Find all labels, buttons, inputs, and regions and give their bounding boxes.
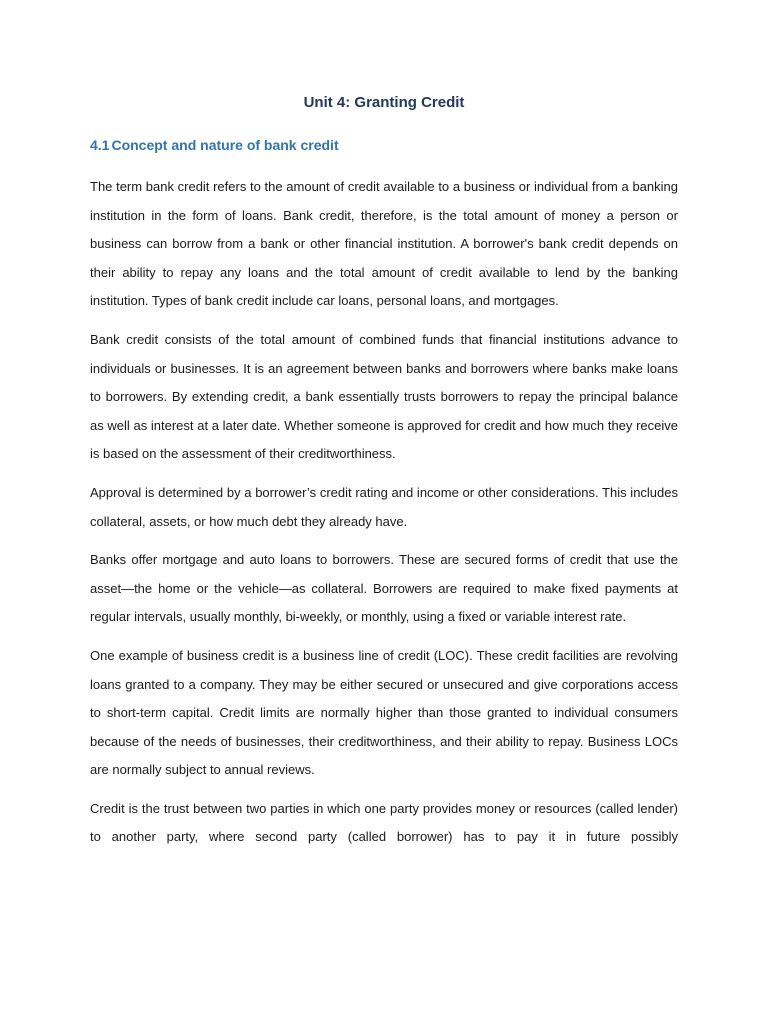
section-title: Concept and nature of bank credit [111, 137, 339, 153]
section-number: 4.1 [90, 137, 110, 153]
body-text [90, 173, 678, 862]
paragraph-4: Banks offer mortgage and auto loans to borrowers. These are secured forms of credit that use the asset—the home or the vehicle—as collateral. Borrowers are required to make fixed payments at regular intervals, usually monthly, bi-weekly, or monthly, using a fixed or variable interest rate. [90, 552, 678, 625]
paragraph-1: The term bank credit refers to the amount of credit available to a business or individual from a banking institution in the form of loans. Bank credit, therefore, is the total amount of money a person or business can borrow from a bank or other financial institution. A borrower's bank credit depends on their ability to repay any loans and the total amount of credit available to lend by the banking institution. Types of bank credit include car loans, personal loans, and mortgages. [90, 179, 678, 309]
paragraph-2: Bank credit consists of the total amount of combined funds that financial institutions advance to individuals or businesses. It is an agreement between banks and borrowers where banks make loans to borrowers. By extending credit, a bank essentially trusts borrowers to repay the principal balance as well as interest at a later date. Whether someone is approved for credit and how much they receive is based on the assessment of their creditworthiness. [90, 331, 678, 462]
paragraph-3: Approval is determined by a borrower’s credit rating and income or other considerations. This includes collateral, assets, or how much debt they already have. [90, 484, 678, 529]
unit-title: Unit 4: Granting Credit [303, 94, 465, 111]
paragraph-5: One example of business credit is a business line of credit (LOC). These credit facilities are revolving loans granted to a company. They may be either secured or unsecured and give corporations access to short-term capital. Credit limits are normally higher than those granted to individual consumers because of the needs of businesses, their creditworthiness, and their ability to repay. Business LOCs are normally subject to annual reviews. [90, 647, 678, 778]
section-heading [90, 137, 339, 153]
paragraph-6: Credit is the trust between two parties in which one party provides money or resources (called lender) to another party, where second party (called borrower) has to pay it in future possibly [90, 800, 678, 845]
